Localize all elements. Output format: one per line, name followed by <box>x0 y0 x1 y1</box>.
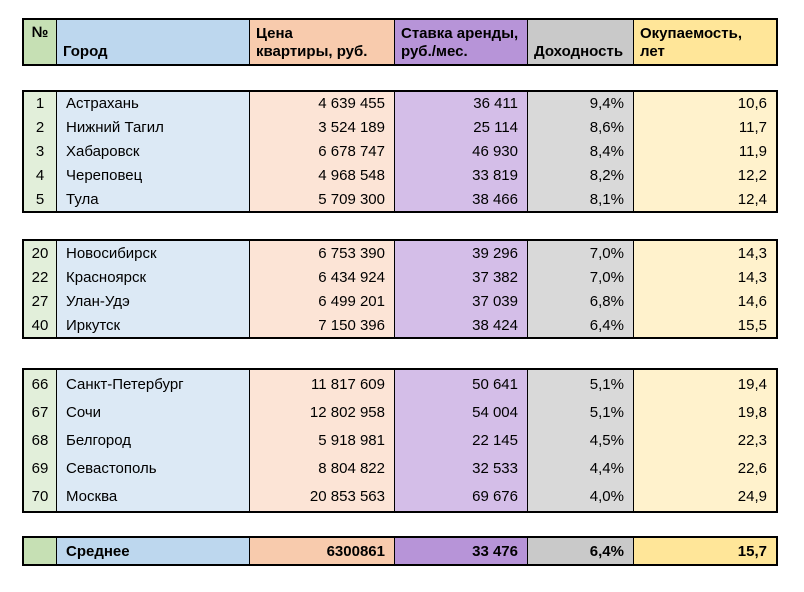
yield-cell: 8,4% <box>528 140 634 164</box>
price-cell: 11 817 609 <box>250 370 395 398</box>
row-number-cell: 22 <box>24 265 57 289</box>
payback-cell: 12,2 <box>634 163 776 187</box>
city-cell: Нижний Тагил <box>57 116 250 140</box>
average-payback-cell: 15,7 <box>634 538 776 564</box>
column-header-rent <box>395 20 528 64</box>
row-number-cell: 70 <box>24 483 57 511</box>
yield-cell: 5,1% <box>528 398 634 426</box>
payback-cell: 22,6 <box>634 455 776 483</box>
row-number-cell: 2 <box>24 116 57 140</box>
table-row <box>24 92 776 116</box>
row-number-cell: 68 <box>24 426 57 454</box>
row-number-cell: 4 <box>24 163 57 187</box>
row-number-cell <box>24 538 57 564</box>
yield-cell: 4,5% <box>528 426 634 454</box>
city-cell: Москва <box>57 483 250 511</box>
payback-cell: 14,3 <box>634 265 776 289</box>
yield-cell: 5,1% <box>528 370 634 398</box>
price-cell: 4 639 455 <box>250 92 395 116</box>
payback-cell: 12,4 <box>634 187 776 211</box>
row-number-cell: 3 <box>24 140 57 164</box>
column-header-rent-line1: Ставка аренды, <box>401 25 519 42</box>
city-cell: Астрахань <box>57 92 250 116</box>
city-cell: Хабаровск <box>57 140 250 164</box>
column-header-payback-line2: лет <box>640 43 665 60</box>
rent-cell: 22 145 <box>395 426 528 454</box>
city-cell: Санкт-Петербург <box>57 370 250 398</box>
table-row <box>24 455 776 483</box>
payback-cell: 11,9 <box>634 140 776 164</box>
city-cell: Сочи <box>57 398 250 426</box>
data-block-bottom-cities <box>22 368 778 513</box>
city-cell: Севастополь <box>57 455 250 483</box>
city-cell: Улан-Удэ <box>57 289 250 313</box>
table-row <box>24 426 776 454</box>
column-header-number: № <box>24 20 57 64</box>
data-block-middle-cities <box>22 239 778 339</box>
rent-cell: 50 641 <box>395 370 528 398</box>
payback-cell: 24,9 <box>634 483 776 511</box>
row-number-cell: 27 <box>24 289 57 313</box>
rent-cell: 46 930 <box>395 140 528 164</box>
yield-cell: 7,0% <box>528 241 634 265</box>
price-cell: 6 678 747 <box>250 140 395 164</box>
row-number-cell: 1 <box>24 92 57 116</box>
table-row <box>24 538 776 564</box>
city-cell: Тула <box>57 187 250 211</box>
price-cell: 20 853 563 <box>250 483 395 511</box>
price-cell: 5 918 981 <box>250 426 395 454</box>
table-header-row <box>22 18 778 66</box>
rent-cell: 54 004 <box>395 398 528 426</box>
average-rent-cell: 33 476 <box>395 538 528 564</box>
rent-cell: 38 466 <box>395 187 528 211</box>
payback-cell: 19,4 <box>634 370 776 398</box>
payback-cell: 14,6 <box>634 289 776 313</box>
yield-cell: 4,4% <box>528 455 634 483</box>
rent-cell: 36 411 <box>395 92 528 116</box>
row-number-cell: 66 <box>24 370 57 398</box>
rent-cell: 25 114 <box>395 116 528 140</box>
payback-cell: 19,8 <box>634 398 776 426</box>
price-cell: 5 709 300 <box>250 187 395 211</box>
price-cell: 6 499 201 <box>250 289 395 313</box>
header-row <box>24 20 776 64</box>
yield-cell: 6,4% <box>528 313 634 337</box>
rent-cell: 33 819 <box>395 163 528 187</box>
city-cell: Новосибирск <box>57 241 250 265</box>
table-row <box>24 370 776 398</box>
table-row <box>24 241 776 265</box>
yield-cell: 4,0% <box>528 483 634 511</box>
table-row <box>24 116 776 140</box>
table-row <box>24 289 776 313</box>
payback-cell: 15,5 <box>634 313 776 337</box>
table-row <box>24 187 776 211</box>
column-header-payback-line1: Окупаемость, <box>640 25 743 42</box>
column-header-rent-line2: руб./мес. <box>401 43 468 60</box>
payback-cell: 10,6 <box>634 92 776 116</box>
yield-cell: 9,4% <box>528 92 634 116</box>
table-row <box>24 163 776 187</box>
average-yield-cell: 6,4% <box>528 538 634 564</box>
table-row <box>24 483 776 511</box>
price-cell: 6 753 390 <box>250 241 395 265</box>
column-header-payback <box>634 20 776 64</box>
price-cell: 4 968 548 <box>250 163 395 187</box>
table-row <box>24 313 776 337</box>
table-row <box>24 398 776 426</box>
price-cell: 7 150 396 <box>250 313 395 337</box>
rent-cell: 38 424 <box>395 313 528 337</box>
rent-cell: 37 382 <box>395 265 528 289</box>
yield-cell: 8,1% <box>528 187 634 211</box>
row-number-cell: 40 <box>24 313 57 337</box>
yield-cell: 8,6% <box>528 116 634 140</box>
payback-cell: 14,3 <box>634 241 776 265</box>
yield-cell: 8,2% <box>528 163 634 187</box>
row-number-cell: 67 <box>24 398 57 426</box>
column-header-price-line2: квартиры, руб. <box>256 43 368 60</box>
summary-row-average <box>22 536 778 566</box>
rent-cell: 69 676 <box>395 483 528 511</box>
city-cell: Красноярск <box>57 265 250 289</box>
yield-cell: 7,0% <box>528 265 634 289</box>
payback-cell: 22,3 <box>634 426 776 454</box>
price-cell: 3 524 189 <box>250 116 395 140</box>
average-label-cell: Среднее <box>57 538 250 564</box>
yield-cell: 6,8% <box>528 289 634 313</box>
row-number-cell: 5 <box>24 187 57 211</box>
average-price-cell: 6300861 <box>250 538 395 564</box>
column-header-price-line1: Цена <box>256 25 293 42</box>
rent-cell: 39 296 <box>395 241 528 265</box>
column-header-city: Город <box>57 20 250 64</box>
rent-cell: 37 039 <box>395 289 528 313</box>
table-row <box>24 140 776 164</box>
price-cell: 12 802 958 <box>250 398 395 426</box>
city-cell: Иркутск <box>57 313 250 337</box>
rent-cell: 32 533 <box>395 455 528 483</box>
row-number-cell: 20 <box>24 241 57 265</box>
table-row <box>24 265 776 289</box>
payback-cell: 11,7 <box>634 116 776 140</box>
city-cell: Белгород <box>57 426 250 454</box>
city-cell: Череповец <box>57 163 250 187</box>
column-header-yield: Доходность <box>528 20 634 64</box>
column-header-price <box>250 20 395 64</box>
row-number-cell: 69 <box>24 455 57 483</box>
price-cell: 6 434 924 <box>250 265 395 289</box>
price-cell: 8 804 822 <box>250 455 395 483</box>
data-block-top-cities <box>22 90 778 213</box>
